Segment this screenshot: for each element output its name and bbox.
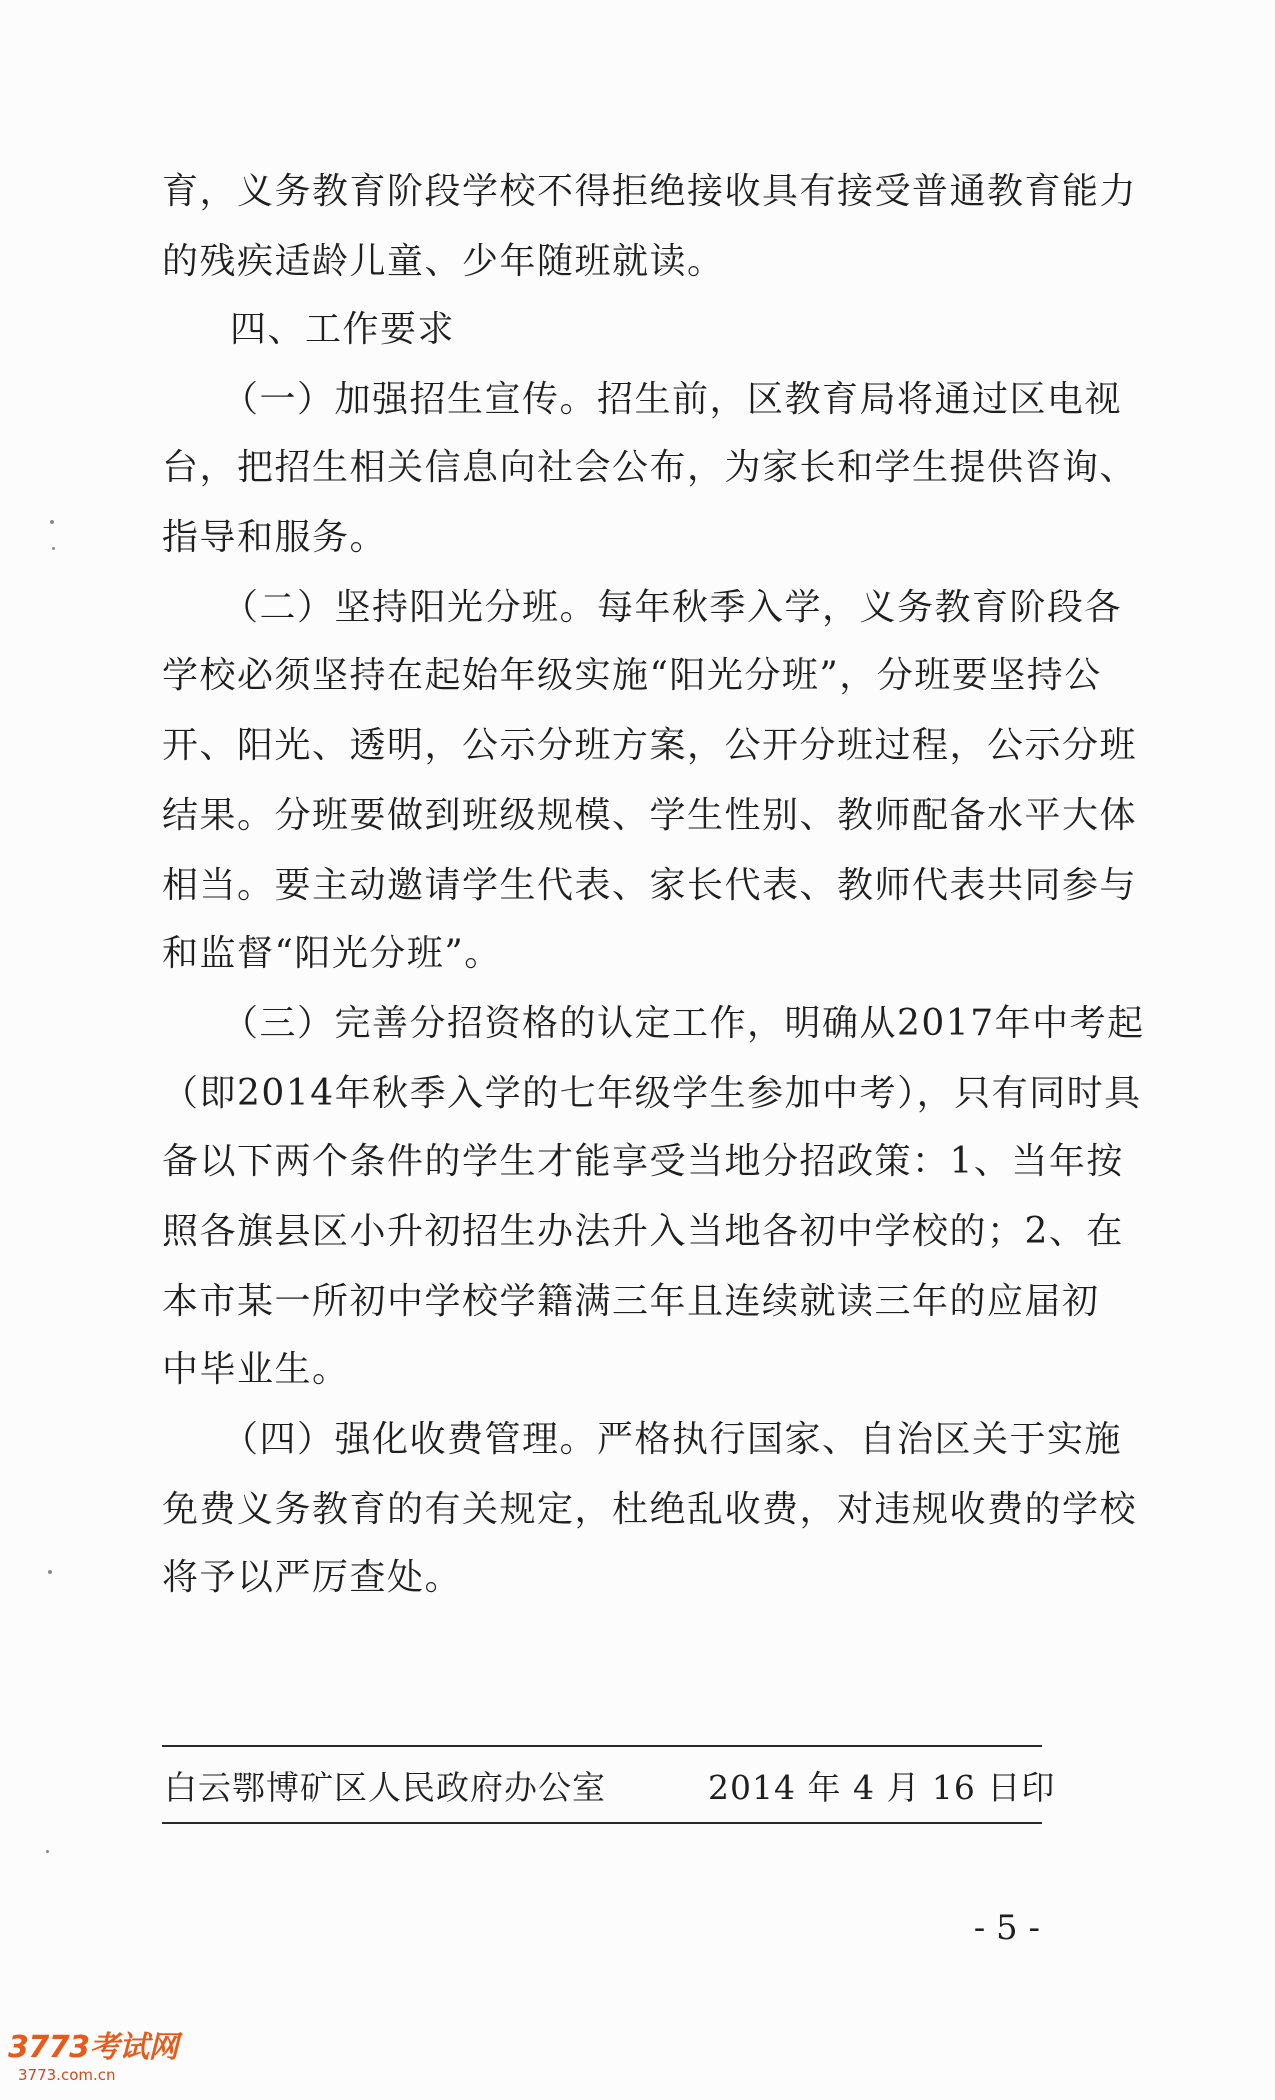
body-line: 开、阳光、透明，公示分班方案，公开分班过程，公示分班 [162, 725, 1138, 766]
body-line: （二）坚持阳光分班。每年秋季入学，义务教育阶段各 [222, 587, 1123, 628]
body-line: 免费义务教育的有关规定，杜绝乱收费，对违规收费的学校 [162, 1489, 1138, 1530]
body-line: （三）完善分招资格的认定工作，明确从2017年中考起 [222, 1003, 1145, 1044]
body-line: （即2014年秋季入学的七年级学生参加中考），只有同时具 [162, 1073, 1142, 1114]
body-line: 育，义务教育阶段学校不得拒绝接收具有接受普通教育能力 [162, 171, 1138, 212]
watermark-sub-text: 3773.com.cn [18, 2066, 116, 2084]
section-heading: 四、工作要求 [230, 309, 456, 350]
body-line: 备以下两个条件的学生才能享受当地分招政策：1、当年按 [162, 1141, 1124, 1182]
scan-speck [52, 547, 55, 550]
body-line: 将予以严厉查处。 [162, 1557, 463, 1598]
footer-bottom-rule [162, 1822, 1042, 1824]
issuing-office: 白云鄂博矿区人民政府办公室 [164, 1768, 606, 1807]
body-line: 指导和服务。 [162, 517, 388, 558]
body-line: 的残疾适龄儿童、少年随班就读。 [162, 241, 725, 282]
body-line: 照各旗县区小升初招生办法升入当地各初中学校的；2、在 [162, 1211, 1124, 1252]
print-date: 2014 年 4 月 16 日印 [708, 1768, 1056, 1807]
scan-speck [46, 1850, 49, 1853]
body-line: 中毕业生。 [162, 1349, 350, 1390]
footer-top-rule [162, 1745, 1042, 1747]
body-line: 本市某一所初中学校学籍满三年且连续就读三年的应届初 [162, 1281, 1100, 1322]
watermark-logo [8, 2032, 178, 2092]
body-line: 结果。分班要做到班级规模、学生性别、教师配备水平大体 [162, 795, 1138, 836]
body-line: （四）强化收费管理。严格执行国家、自治区关于实施 [222, 1419, 1123, 1460]
body-line: （一）加强招生宣传。招生前，区教育局将通过区电视 [222, 379, 1123, 420]
scan-speck [48, 1570, 52, 1574]
body-line: 学校必须坚持在起始年级实施“阳光分班”，分班要坚持公 [162, 655, 1102, 696]
scan-speck [50, 520, 54, 524]
watermark-main-text: 3773考试网 [8, 2030, 178, 2065]
page-number: - 5 - [973, 1908, 1040, 1948]
body-line: 和监督“阳光分班”。 [162, 933, 502, 974]
body-line: 相当。要主动邀请学生代表、家长代表、教师代表共同参与 [162, 865, 1138, 906]
body-line: 台，把招生相关信息向社会公布，为家长和学生提供咨询、 [162, 447, 1138, 488]
